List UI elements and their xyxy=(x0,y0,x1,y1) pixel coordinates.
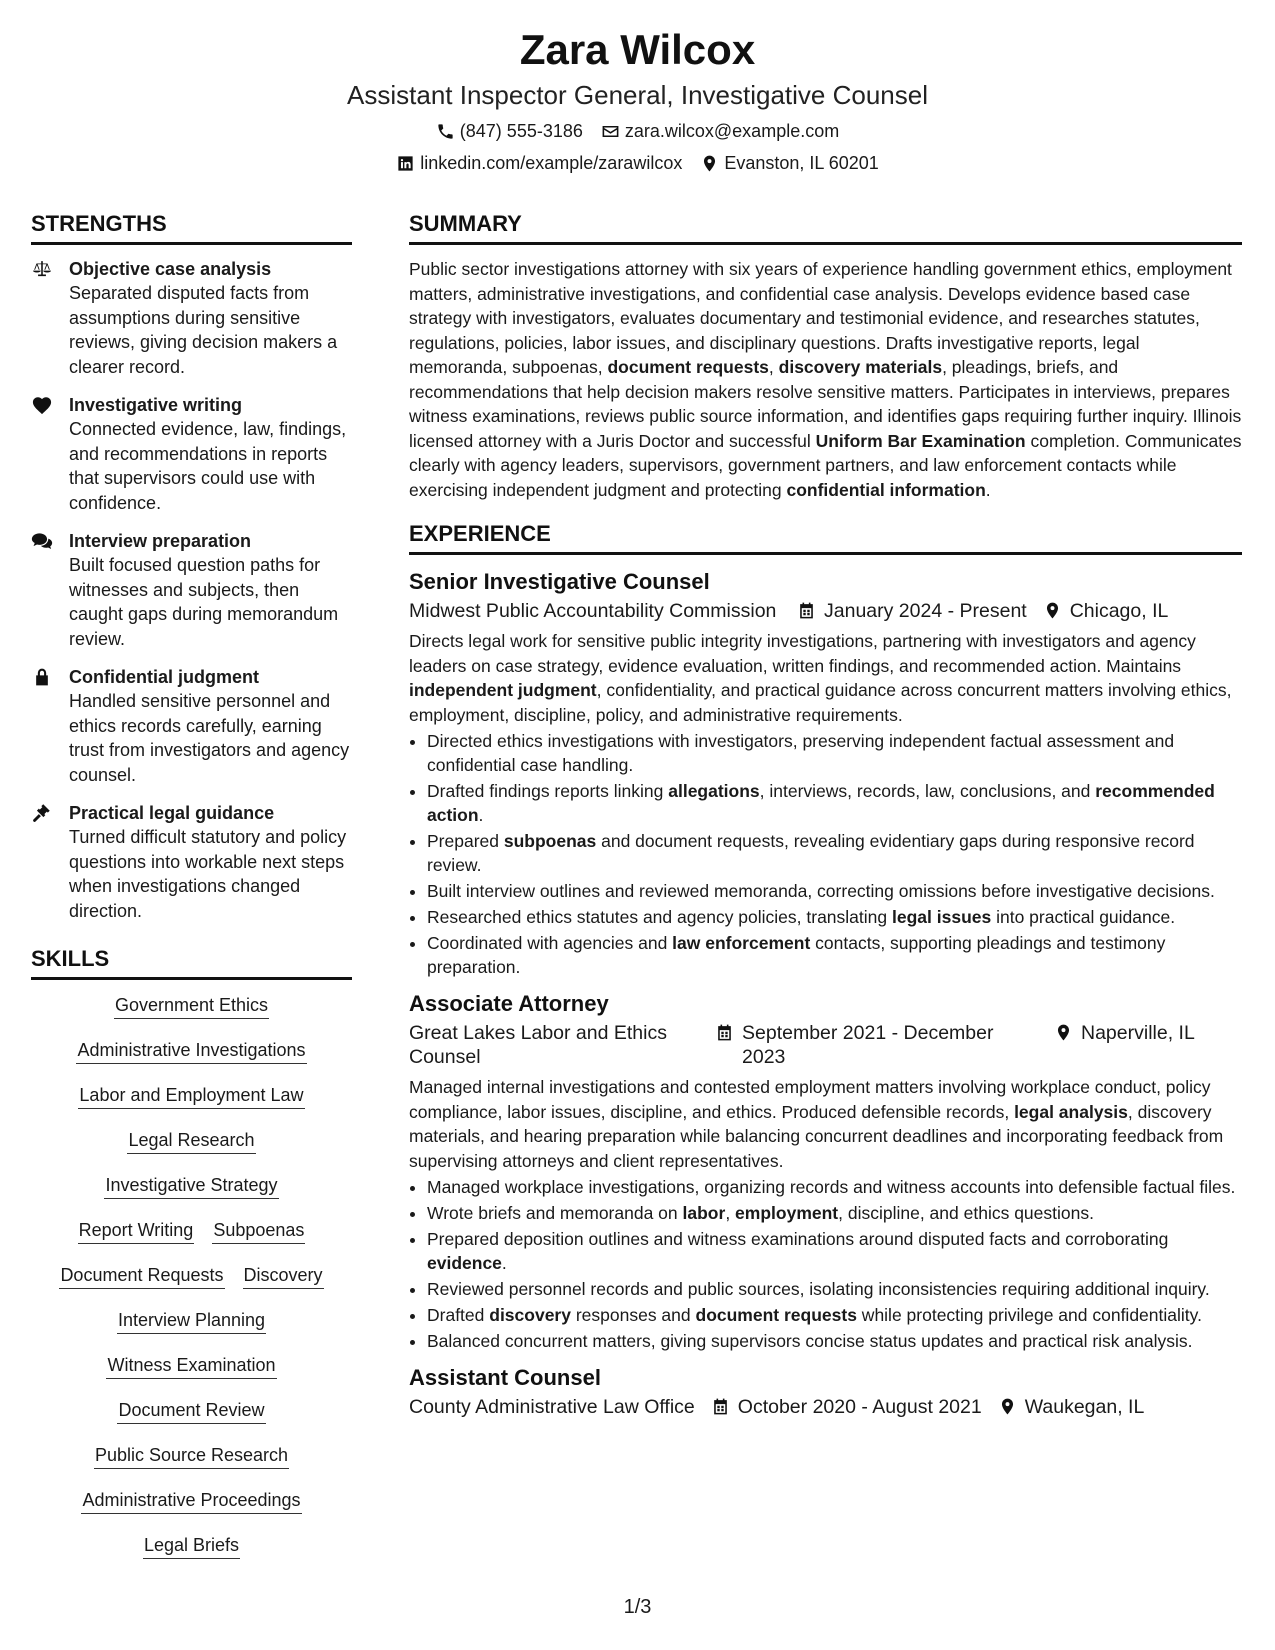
skill-row xyxy=(31,1442,352,1487)
text-run: Managed internal investigations and contested employment matters involving workplace conduct, policy compliance, labor issues, discipline, and ethics. Produced defensible records, xyxy=(409,1077,1211,1122)
text-run: Reviewed personnel records and public sources, isolating inconsistencies requiring additional inquiry. xyxy=(427,1279,1210,1299)
strength-body xyxy=(69,665,352,787)
skill-row xyxy=(31,1262,352,1307)
text-run: , confidentiality, and practical guidance across concurrent matters involving ethics, employment, discipline, policy, and administrative requirements. xyxy=(409,680,1232,725)
skill-row xyxy=(31,1037,352,1082)
right-column xyxy=(409,210,1242,1425)
strength-body xyxy=(69,801,352,923)
text-run: . xyxy=(478,805,484,825)
calendar-icon xyxy=(797,599,816,620)
bullet-item xyxy=(427,779,1242,827)
text-run: , xyxy=(725,1203,736,1223)
text-run: , interviews, records, law, conclusions, and xyxy=(759,781,1096,801)
text-run: Researched ethics statutes and agency policies, translating xyxy=(427,907,892,927)
job-meta xyxy=(409,1395,1242,1419)
skills-list xyxy=(31,992,352,1577)
job-meta xyxy=(409,1021,1242,1069)
skill-tag: Document Review xyxy=(117,1397,265,1424)
phone-contact[interactable] xyxy=(436,116,583,146)
text-run: and document requests, revealing evidentiary gaps during responsive record review. xyxy=(427,831,1195,875)
strength-desc: Turned difficult statutory and policy questions into workable next steps when investigations changed direction. xyxy=(69,827,347,921)
strength-title: Interview preparation xyxy=(69,531,252,551)
job-title: Associate Attorney xyxy=(409,991,609,1016)
job-location: Waukegan, IL xyxy=(1024,1396,1145,1418)
bold-keyword: discovery materials xyxy=(778,357,943,377)
strength-item xyxy=(31,529,352,651)
location-contact xyxy=(700,148,878,178)
text-run: Drafted findings reports linking xyxy=(427,781,669,801)
bold-keyword: document requests xyxy=(695,1305,857,1325)
strength-body xyxy=(69,529,352,651)
strength-desc: Separated disputed facts from assumptions during sensitive reviews, giving decision makers a clearer record. xyxy=(69,283,338,377)
text-run: . xyxy=(501,1253,507,1273)
company-name: Great Lakes Labor and Ethics Counsel xyxy=(409,1022,667,1068)
text-run: responses and xyxy=(570,1305,696,1325)
strength-title: Investigative writing xyxy=(69,395,243,415)
envelope-icon xyxy=(601,122,620,141)
strength-body xyxy=(69,393,352,515)
job-bullets xyxy=(409,729,1242,979)
map-pin-icon xyxy=(998,1395,1017,1416)
strength-title: Practical legal guidance xyxy=(69,803,275,823)
job-location: Chicago, IL xyxy=(1069,600,1169,622)
bullet-item xyxy=(427,829,1242,877)
strength-title: Objective case analysis xyxy=(69,259,272,279)
bullet-item xyxy=(427,1303,1242,1327)
job-meta xyxy=(409,599,1242,623)
bullet-item xyxy=(427,1175,1242,1199)
phone-number: (847) 555-3186 xyxy=(459,121,583,141)
skill-row xyxy=(31,1487,352,1532)
skill-tag: Labor and Employment Law xyxy=(78,1082,304,1109)
job-title: Assistant Counsel xyxy=(409,1365,601,1390)
bold-keyword: document requests xyxy=(607,357,769,377)
text-run: Prepared deposition outlines and witness examinations around disputed facts and corroborating xyxy=(427,1229,1169,1249)
job-location: Naperville, IL xyxy=(1081,1022,1195,1044)
location-text: Evanston, IL 60201 xyxy=(724,153,879,173)
skill-tag: Public Source Research xyxy=(94,1442,289,1469)
strength-item xyxy=(31,801,352,923)
skill-tag: Witness Examination xyxy=(106,1352,276,1379)
job-entry xyxy=(409,567,1242,979)
calendar-icon xyxy=(715,1021,734,1042)
strength-title: Confidential judgment xyxy=(69,667,259,687)
text-run: into practical guidance. xyxy=(991,907,1176,927)
skill-tag: Legal Research xyxy=(127,1127,255,1154)
summary-heading: SUMMARY xyxy=(409,210,1242,245)
bullet-item xyxy=(427,1277,1242,1301)
strength-item xyxy=(31,665,352,787)
skills-heading: SKILLS xyxy=(31,945,352,980)
text-run: , pleadings, briefs, and recommendations that help decision makers resolve sensitive matters. Participates in interviews, prepares witness examinations, reviews public source information, and identifies gaps requiring further inquiry. Illinois licensed attorney with a Juris Doctor and successful xyxy=(409,357,1242,451)
gavel-icon xyxy=(31,801,69,923)
page-number: 1/3 xyxy=(623,1596,652,1618)
bold-keyword: subpoenas xyxy=(503,831,597,851)
bold-keyword: recommended action xyxy=(427,781,1215,825)
text-run: Coordinated with agencies and xyxy=(427,933,673,953)
skill-row xyxy=(31,1082,352,1127)
job-entry xyxy=(409,989,1242,1353)
map-pin-icon xyxy=(700,154,719,173)
skill-tag: Investigative Strategy xyxy=(104,1172,278,1199)
bold-keyword: labor xyxy=(682,1203,726,1223)
strength-body xyxy=(69,257,352,379)
bold-keyword: Uniform Bar Examination xyxy=(815,430,1026,451)
skill-tag: Subpoenas xyxy=(212,1217,305,1244)
text-run: , xyxy=(768,357,779,377)
text-run: Balanced concurrent matters, giving supervisors concise status updates and practical risk analysis. xyxy=(427,1331,1193,1351)
bullet-item xyxy=(427,1227,1242,1275)
text-run: Built interview outlines and reviewed memoranda, correcting omissions before investigative decisions. xyxy=(427,881,1215,901)
job-dates: January 2024 - Present xyxy=(824,600,1027,622)
skill-tag: Interview Planning xyxy=(117,1307,266,1334)
text-run: , discovery materials, and hearing preparation while balancing concurrent deadlines and incorporating feedback from supervising attorneys and client representatives. xyxy=(409,1101,1224,1171)
text-run: Drafted xyxy=(427,1305,490,1325)
job-entry xyxy=(409,1363,1242,1419)
strength-desc: Built focused question paths for witnesses and subjects, then caught gaps during memorandum review. xyxy=(69,555,339,649)
skill-row xyxy=(31,1352,352,1397)
strengths-list xyxy=(31,257,352,923)
text-run: Public sector investigations attorney with six years of experience handling government ethics, employment matters, administrative investigations, and confidential case analysis. Develops evidence based case strategy with investigators, evaluates documentary and testimonial evidence, and researches statutes, regulations, policies, labor issues, and disciplinary questions. Drafts investigative reports, legal memoranda, subpoenas, xyxy=(409,259,1232,377)
linkedin-contact[interactable] xyxy=(396,148,682,178)
company-name: County Administrative Law Office xyxy=(409,1396,695,1418)
contact-row-1 xyxy=(0,116,1275,146)
bold-keyword: legal analysis xyxy=(1014,1101,1128,1122)
lock-icon xyxy=(31,665,69,787)
skill-row xyxy=(31,1217,352,1262)
bullet-item xyxy=(427,1329,1242,1353)
scale-icon xyxy=(31,257,69,379)
left-column xyxy=(31,210,352,1577)
bold-keyword: independent judgment xyxy=(409,680,597,700)
email-contact[interactable] xyxy=(601,116,839,146)
strength-item xyxy=(31,393,352,515)
bullet-item xyxy=(427,905,1242,929)
resume-header xyxy=(0,22,1275,178)
strength-item xyxy=(31,257,352,379)
bold-keyword: confidential information xyxy=(786,479,986,500)
bullet-item xyxy=(427,931,1242,979)
bold-keyword: evidence xyxy=(427,1253,502,1273)
candidate-name: Zara Wilcox xyxy=(519,26,756,73)
skill-tag: Discovery xyxy=(243,1262,324,1289)
text-run: Directs legal work for sensitive public integrity investigations, partnering with investigators and agency leaders on case strategy, evidence evaluation, written findings, and recommended action. Maintains xyxy=(409,631,1196,676)
company-name: Midwest Public Accountability Commission xyxy=(409,600,777,622)
skill-row xyxy=(31,1397,352,1442)
map-pin-icon xyxy=(1043,599,1062,620)
job-dates: October 2020 - August 2021 xyxy=(737,1396,982,1418)
job-dates: September 2021 - December 2023 xyxy=(742,1022,994,1068)
summary-text xyxy=(409,257,1242,502)
strength-desc: Handled sensitive personnel and ethics records carefully, earning trust from investigators and agency counsel. xyxy=(69,691,350,785)
strength-desc: Connected evidence, law, findings, and recommendations in reports that supervisors could use with confidence. xyxy=(69,419,347,513)
text-run: Wrote briefs and memoranda on xyxy=(427,1203,683,1223)
email-address: zara.wilcox@example.com xyxy=(624,121,840,141)
skill-row xyxy=(31,1172,352,1217)
skill-row xyxy=(31,1127,352,1172)
heart-icon xyxy=(31,393,69,515)
experience-list xyxy=(409,567,1242,1419)
skill-tag: Report Writing xyxy=(78,1217,195,1244)
skill-tag: Legal Briefs xyxy=(143,1532,240,1559)
skill-row xyxy=(31,1532,352,1577)
skill-tag: Document Requests xyxy=(59,1262,224,1289)
text-run: contacts, supporting pleadings and testimony preparation. xyxy=(427,933,1166,977)
bold-keyword: discovery xyxy=(489,1305,571,1325)
text-run: while protecting privilege and confidentiality. xyxy=(856,1305,1202,1325)
skill-row xyxy=(31,992,352,1037)
text-run: completion. Communicates clearly with agency leaders, supervisors, government partners, and law enforcement contacts while exercising independent judgment and protecting xyxy=(409,430,1242,500)
bold-keyword: employment xyxy=(735,1203,839,1223)
text-run: , discipline, and ethics questions. xyxy=(838,1203,1094,1223)
phone-icon xyxy=(436,122,455,141)
text-run: . xyxy=(985,479,991,500)
skill-tag: Government Ethics xyxy=(114,992,269,1019)
comments-icon xyxy=(31,529,69,651)
bullet-item xyxy=(427,1201,1242,1225)
strengths-heading: STRENGTHS xyxy=(31,210,352,245)
skill-row xyxy=(31,1307,352,1352)
skill-tag: Administrative Proceedings xyxy=(81,1487,301,1514)
bullet-item xyxy=(427,879,1242,903)
candidate-title: Assistant Inspector General, Investigative Counsel xyxy=(347,80,928,110)
bold-keyword: law enforcement xyxy=(672,933,811,953)
bold-keyword: allegations xyxy=(668,781,760,801)
text-run: Directed ethics investigations with investigators, preserving independent factual assessment and confidential case handling. xyxy=(427,731,1175,775)
map-pin-icon xyxy=(1054,1021,1073,1042)
calendar-icon xyxy=(711,1395,730,1416)
experience-heading: EXPERIENCE xyxy=(409,520,1242,555)
text-run: Managed workplace investigations, organizing records and witness accounts into defensible factual files. xyxy=(427,1177,1236,1197)
bullet-item xyxy=(427,729,1242,777)
job-bullets xyxy=(409,1175,1242,1353)
linkedin-icon xyxy=(396,154,415,173)
job-title: Senior Investigative Counsel xyxy=(409,569,710,594)
linkedin-url: linkedin.com/example/zarawilcox xyxy=(420,153,683,173)
contact-row-2 xyxy=(0,148,1275,178)
bold-keyword: legal issues xyxy=(892,907,992,927)
job-description xyxy=(409,629,1242,727)
skill-tag: Administrative Investigations xyxy=(76,1037,306,1064)
text-run: Prepared xyxy=(427,831,504,851)
job-description xyxy=(409,1075,1242,1173)
